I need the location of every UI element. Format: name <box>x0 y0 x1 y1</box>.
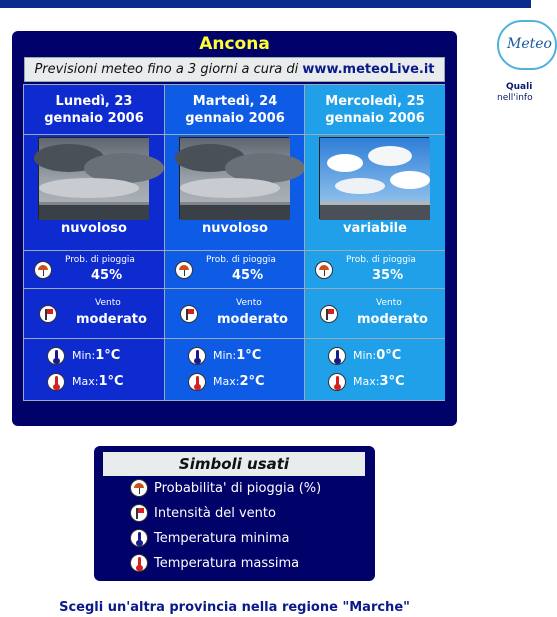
day-column-2 <box>164 85 305 400</box>
legend-label: Temperatura minima <box>154 531 290 546</box>
temperature-cell <box>24 339 164 400</box>
forecast-subtitle <box>24 57 445 82</box>
rain-label: Prob. di pioggia <box>65 255 135 265</box>
max-temp: Max:1°C <box>72 374 124 389</box>
wind-value: moderato <box>76 312 147 327</box>
legend-label: Probabilita' di pioggia (%) <box>154 481 322 496</box>
meteolive-logo[interactable] <box>497 20 557 70</box>
rain-cell <box>305 251 445 289</box>
sky-photo-variable <box>319 137 429 219</box>
logo-text: Meteo <box>507 36 552 52</box>
wind-value: moderato <box>357 312 428 327</box>
top-bar <box>0 0 531 8</box>
day-photo-cell <box>165 135 305 251</box>
city-title: Ancona <box>199 34 270 54</box>
rain-cell <box>24 251 164 289</box>
temperature-cell <box>305 339 445 400</box>
day-column-1 <box>24 85 164 400</box>
thermometer-min-icon <box>130 529 148 547</box>
thermometer-max-icon <box>130 554 148 572</box>
min-temp: Min:1°C <box>213 348 262 363</box>
rain-value: 35% <box>372 268 404 283</box>
umbrella-icon <box>175 261 193 279</box>
wind-cell <box>24 289 164 339</box>
thermometer-max-icon <box>328 373 346 391</box>
sky-photo-cloudy <box>179 137 289 219</box>
legend-label: Temperatura massima <box>154 556 300 571</box>
wind-flag-icon <box>130 504 148 522</box>
wind-flag-icon <box>180 305 198 323</box>
wind-value: moderato <box>217 312 288 327</box>
wind-label: Vento <box>236 298 262 308</box>
choose-province-link[interactable]: Scegli un'altra provincia nella regione "Marche" <box>59 600 410 615</box>
symbols-legend <box>94 446 375 581</box>
rain-cell <box>165 251 305 289</box>
wind-label: Vento <box>376 298 402 308</box>
umbrella-icon <box>315 261 333 279</box>
rain-value: 45% <box>91 268 123 283</box>
wind-label: Vento <box>95 298 121 308</box>
thermometer-max-icon <box>47 373 65 391</box>
min-temp: Min:1°C <box>72 348 121 363</box>
thermometer-min-icon <box>47 347 65 365</box>
forecast-grid <box>23 84 445 401</box>
temperature-cell <box>165 339 305 400</box>
min-temp: Min:0°C <box>353 348 402 363</box>
wind-flag-icon <box>39 305 57 323</box>
subtitle-text: Previsioni meteo fino a 3 giorni a cura di <box>34 62 299 77</box>
max-temp: Max:3°C <box>353 374 405 389</box>
umbrella-icon <box>130 479 148 497</box>
day-date: Martedì, 24 gennaio 2006 <box>165 85 305 135</box>
legend-title: Simboli usati <box>103 452 365 476</box>
legend-label: Intensità del vento <box>154 506 276 521</box>
day-photo-cell <box>305 135 445 251</box>
thermometer-min-icon <box>188 347 206 365</box>
condition-label: variabile <box>343 221 407 236</box>
max-temp: Max:2°C <box>213 374 265 389</box>
day-column-3 <box>304 85 445 400</box>
thermometer-max-icon <box>188 373 206 391</box>
condition-label: nuvoloso <box>61 221 127 236</box>
thermometer-min-icon <box>328 347 346 365</box>
wind-cell <box>165 289 305 339</box>
day-date: Lunedì, 23 gennaio 2006 <box>24 85 164 135</box>
rain-label: Prob. di pioggia <box>206 255 276 265</box>
rain-value: 45% <box>232 268 264 283</box>
day-photo-cell <box>24 135 164 251</box>
condition-label: nuvoloso <box>202 221 268 236</box>
day-date: Mercoledì, 25 gennaio 2006 <box>305 85 445 135</box>
logo-caption-1: Quali <box>506 82 533 92</box>
logo-caption-2: nell'info <box>497 93 533 103</box>
wind-cell <box>305 289 445 339</box>
sky-photo-cloudy <box>38 137 148 219</box>
rain-label: Prob. di pioggia <box>346 255 416 265</box>
meteolive-link[interactable]: www.meteoLive.it <box>302 62 435 77</box>
wind-flag-icon <box>320 305 338 323</box>
umbrella-icon <box>34 261 52 279</box>
